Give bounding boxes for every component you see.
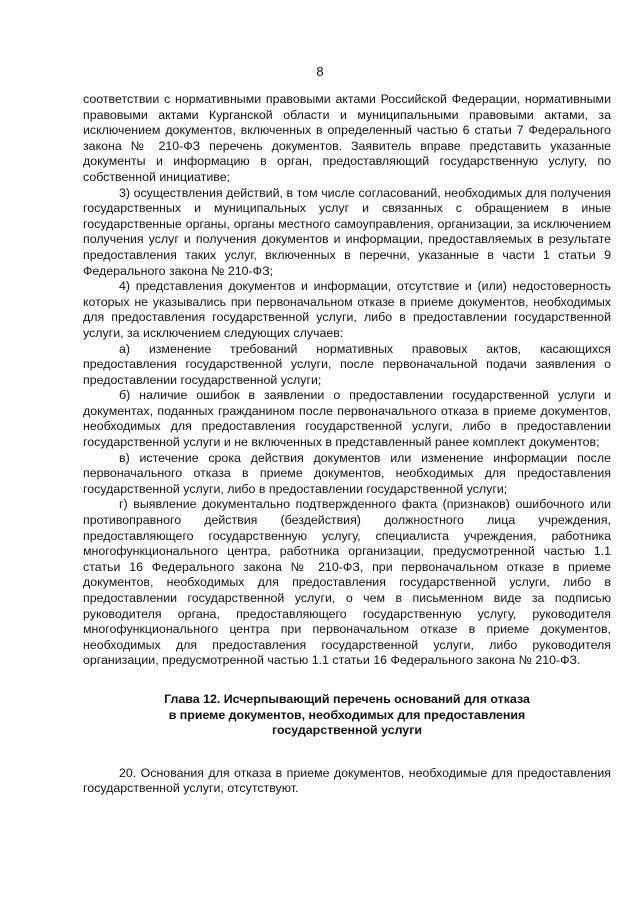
document-body [83,92,611,797]
page-number: 8 [316,64,324,79]
paragraph-item-20: 20. Основания для отказа в приеме документов, необходимые для предоставления государственной услуги, отсутствуют. [83,765,611,796]
paragraph-subitem-v: в) истечение срока действия документов или изменение информации после первоначального отказа в приеме документов, необходимых для предоставления государственной услуги, либо в предоставлении государственной услуги; [83,450,611,496]
chapter-heading [83,692,611,739]
paragraph-subitem-g: г) выявление документально подтвержденного факта (признаков) ошибочного или противоправного действия (бездействия) должностного лица учреждения, предоставляющего государственную услугу, специалиста учреждения, работника многофункционального центра, работника организации, предусмотренной частью 1.1 статьи 16 Федерального закона № 210-ФЗ, при первоначальном отказе в приеме документов, необходимых для предоставления государственной услуги, либо в предоставлении государственной услуги, о чем в письменном виде за подписью руководителя органа, предоставляющего государственную услугу, руководителя многофункционального центра при первоначальном отказе в приеме документов, необходимых для предоставления государственной услуги, либо руководителя организации, предусмотренной частью 1.1 статьи 16 Федерального закона № 210-ФЗ. [83,497,611,668]
chapter-heading-line-3: государственной услуги [272,723,422,738]
chapter-heading-line-1: Глава 12. Исчерпывающий перечень оснований для отказа [164,691,530,706]
chapter-heading-line-2: в приеме документов, необходимых для предоставления [168,707,526,722]
paragraph-continuation: соответствии с нормативными правовыми актами Российской Федерации, нормативными правовыми актами Курганской области и муниципальными правовыми актами, за исключением документов, включенных в определенный частью 6 статьи 7 Федерального закона № 210-ФЗ перечень документов. Заявитель вправе представить указанные документы и информацию в орган, предоставляющий государственную услугу, по собственной инициативе; [83,92,611,184]
paragraph-subitem-a: а) изменение требований нормативных правовых актов, касающихся предоставления государственной услуги, после первоначальной подачи заявления о предоставлении государственной услуги; [83,341,611,387]
paragraph-item-3: 3) осуществления действий, в том числе согласований, необходимых для получения государственных и муниципальных услуг и связанных с обращением в иные государственные органы, органы местного самоуправления, организации, за исключением получения услуг и получения документов и информации, предоставляемых в результате предоставления таких услуг, включенных в перечни, указанные в части 1 статьи 9 Федерального закона № 210-ФЗ; [83,185,611,278]
paragraph-item-4: 4) представления документов и информации, отсутствие и (или) недостоверность которых не указывались при первоначальном отказе в приеме документов, необходимых для предоставления государственной услуги, либо в предоставлении государственной услуги, за исключением следующих случаев: [83,279,611,340]
paragraph-subitem-b: б) наличие ошибок в заявлении о предоставлении государственной услуги и документах, поданных гражданином после первоначального отказа в приеме документов, необходимых для предоставления государственной услуги, либо в предоставлении государственной услуги и не включенных в представленный ранее комплект документов; [83,388,611,450]
